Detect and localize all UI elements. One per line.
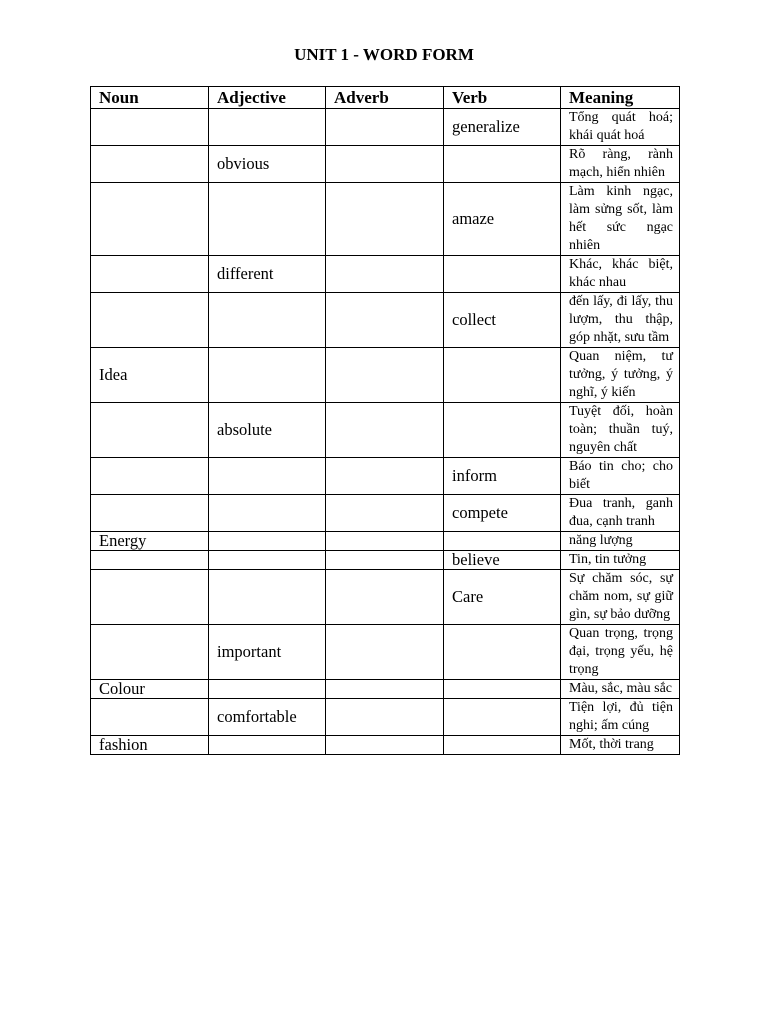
- cell-meaning: Tin, tin tưởng: [561, 551, 680, 570]
- header-verb: Verb: [444, 87, 561, 109]
- cell-adjective: [209, 532, 326, 551]
- cell-meaning: Rõ ràng, rành mạch, hiển nhiên: [561, 146, 680, 183]
- table-row: [91, 625, 680, 680]
- cell-adverb: [326, 680, 444, 699]
- cell-adjective: [209, 348, 326, 403]
- cell-noun: [91, 551, 209, 570]
- cell-verb: inform: [444, 458, 561, 495]
- cell-adjective: [209, 680, 326, 699]
- cell-meaning: Quan niệm, tư tưởng, ý tưởng, ý nghĩ, ý kiến: [561, 348, 680, 403]
- table-row: [91, 109, 680, 146]
- cell-verb: collect: [444, 293, 561, 348]
- table-row: [91, 146, 680, 183]
- cell-verb: [444, 736, 561, 755]
- table-row: [91, 348, 680, 403]
- cell-verb: [444, 625, 561, 680]
- cell-adverb: [326, 256, 444, 293]
- header-noun: Noun: [91, 87, 209, 109]
- table-row: [91, 680, 680, 699]
- cell-meaning: Tổng quát hoá; khái quát hoá: [561, 109, 680, 146]
- cell-verb: believe: [444, 551, 561, 570]
- cell-adjective: [209, 458, 326, 495]
- cell-verb: Care: [444, 570, 561, 625]
- cell-adverb: [326, 495, 444, 532]
- cell-adverb: [326, 699, 444, 736]
- table-row: [91, 403, 680, 458]
- table-row: [91, 570, 680, 625]
- cell-verb: [444, 256, 561, 293]
- cell-verb: generalize: [444, 109, 561, 146]
- cell-meaning: Báo tin cho; cho biết: [561, 458, 680, 495]
- table-header-row: [91, 87, 680, 109]
- cell-adjective: [209, 109, 326, 146]
- word-form-table: [90, 86, 680, 755]
- table-row: [91, 699, 680, 736]
- cell-adjective: obvious: [209, 146, 326, 183]
- cell-adjective: absolute: [209, 403, 326, 458]
- cell-noun: [91, 403, 209, 458]
- table-row: [91, 495, 680, 532]
- table-row: [91, 256, 680, 293]
- table-row: [91, 293, 680, 348]
- cell-noun: [91, 458, 209, 495]
- cell-adjective: different: [209, 256, 326, 293]
- cell-verb: compete: [444, 495, 561, 532]
- cell-adjective: [209, 495, 326, 532]
- table-row: [91, 736, 680, 755]
- cell-noun: Colour: [91, 680, 209, 699]
- cell-noun: [91, 625, 209, 680]
- cell-meaning: Tuyệt đối, hoàn toàn; thuần tuý, nguyên chất: [561, 403, 680, 458]
- cell-meaning: Đua tranh, ganh đua, cạnh tranh: [561, 495, 680, 532]
- table-row: [91, 458, 680, 495]
- cell-adjective: [209, 736, 326, 755]
- table-row: [91, 532, 680, 551]
- header-meaning: Meaning: [561, 87, 680, 109]
- cell-noun: Idea: [91, 348, 209, 403]
- cell-adverb: [326, 293, 444, 348]
- cell-adjective: [209, 570, 326, 625]
- cell-adverb: [326, 551, 444, 570]
- cell-verb: [444, 403, 561, 458]
- cell-adjective: important: [209, 625, 326, 680]
- cell-noun: [91, 109, 209, 146]
- cell-noun: [91, 256, 209, 293]
- cell-adverb: [326, 146, 444, 183]
- cell-meaning: Màu, sắc, màu sắc: [561, 680, 680, 699]
- cell-adjective: comfortable: [209, 699, 326, 736]
- cell-adverb: [326, 348, 444, 403]
- cell-meaning: năng lượng: [561, 532, 680, 551]
- cell-adverb: [326, 109, 444, 146]
- header-adverb: Adverb: [326, 87, 444, 109]
- cell-noun: [91, 183, 209, 256]
- cell-adverb: [326, 458, 444, 495]
- cell-meaning: Khác, khác biệt, khác nhau: [561, 256, 680, 293]
- cell-noun: [91, 495, 209, 532]
- cell-meaning: Tiện lợi, đủ tiện nghi; ấm cúng: [561, 699, 680, 736]
- header-adjective: Adjective: [209, 87, 326, 109]
- cell-verb: [444, 146, 561, 183]
- cell-noun: [91, 570, 209, 625]
- document-title: UNIT 1 - WORD FORM: [294, 45, 474, 64]
- cell-verb: [444, 532, 561, 551]
- table-row: [91, 183, 680, 256]
- cell-noun: [91, 699, 209, 736]
- cell-noun: [91, 146, 209, 183]
- cell-verb: [444, 699, 561, 736]
- cell-meaning: Quan trọng, trọng đại, trọng yếu, hệ trọng: [561, 625, 680, 680]
- cell-adverb: [326, 403, 444, 458]
- cell-meaning: đến lấy, đi lấy, thu lượm, thu thập, góp nhặt, sưu tầm: [561, 293, 680, 348]
- cell-adverb: [326, 183, 444, 256]
- cell-noun: [91, 293, 209, 348]
- cell-meaning: Làm kinh ngạc, làm sửng sốt, làm hết sức ngạc nhiên: [561, 183, 680, 256]
- cell-adverb: [326, 736, 444, 755]
- cell-adjective: [209, 183, 326, 256]
- cell-verb: [444, 680, 561, 699]
- cell-adjective: [209, 293, 326, 348]
- cell-meaning: Mốt, thời trang: [561, 736, 680, 755]
- cell-verb: amaze: [444, 183, 561, 256]
- cell-adjective: [209, 551, 326, 570]
- cell-verb: [444, 348, 561, 403]
- cell-meaning: Sự chăm sóc, sự chăm nom, sự giữ gìn, sự bảo dưỡng: [561, 570, 680, 625]
- cell-noun: fashion: [91, 736, 209, 755]
- cell-adverb: [326, 625, 444, 680]
- cell-adverb: [326, 532, 444, 551]
- table-row: [91, 551, 680, 570]
- cell-noun: Energy: [91, 532, 209, 551]
- cell-adverb: [326, 570, 444, 625]
